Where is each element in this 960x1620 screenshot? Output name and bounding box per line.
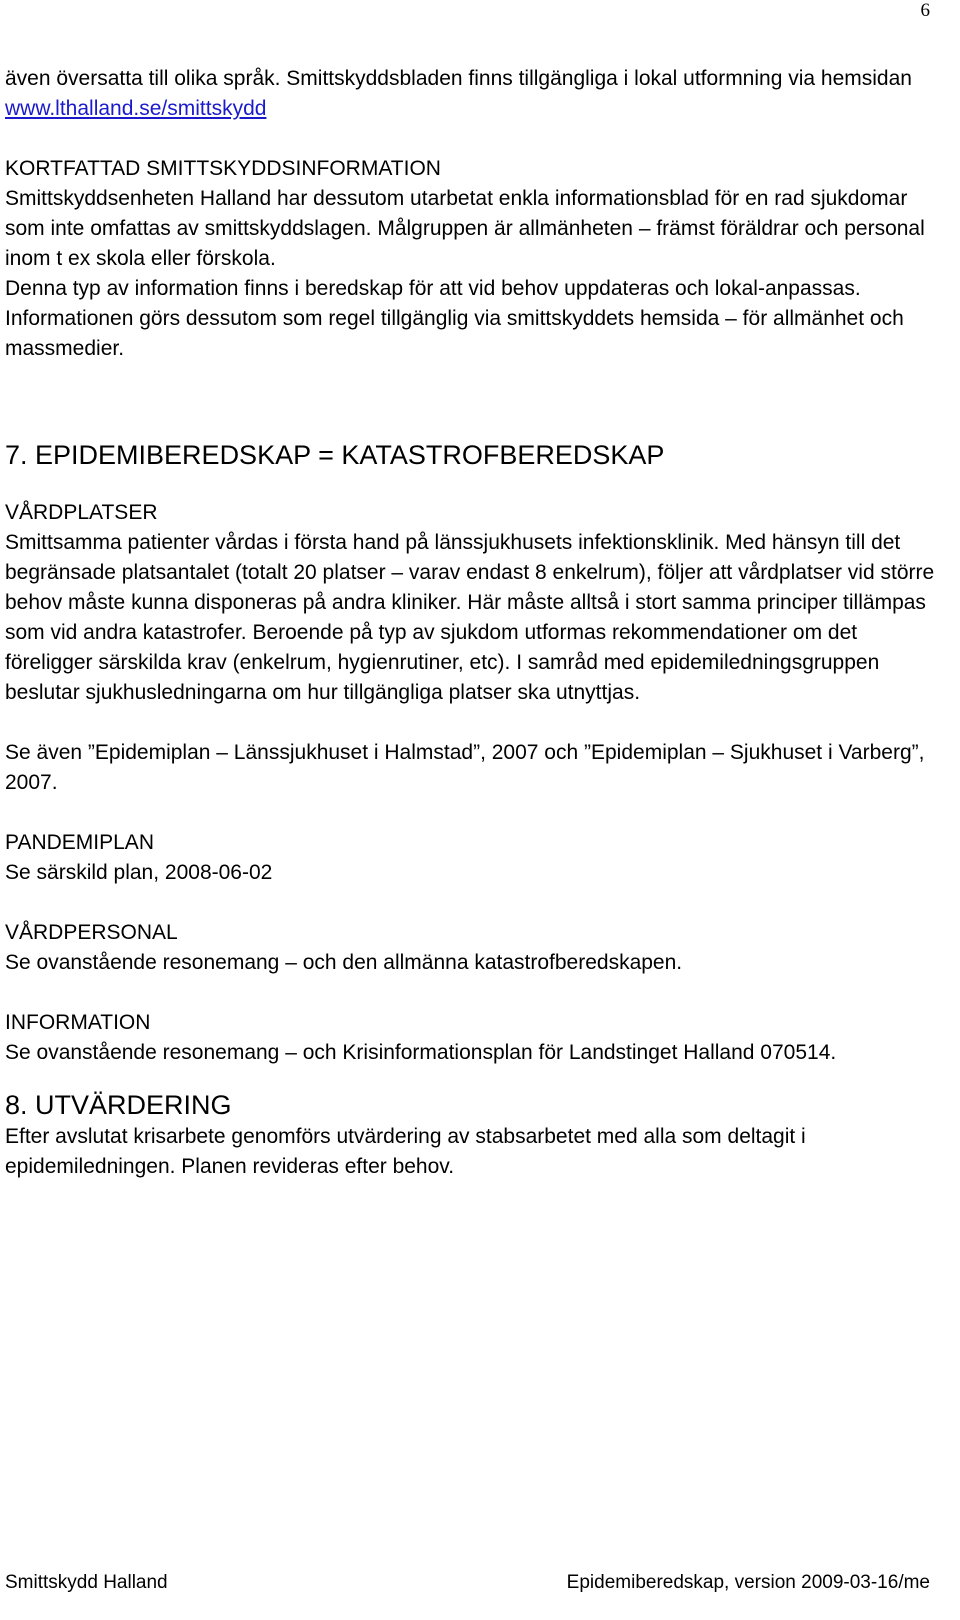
section-8-text: Efter avslutat krisarbete genomförs utvärdering av stabsarbetet med alla som deltagit i epidemiledningen. Planen revideras efter behov.: [5, 1125, 806, 1178]
vardpersonal-heading: VÅRDPERSONAL: [5, 921, 178, 944]
document-body: [5, 64, 940, 1182]
section-7-heading: 7. EPIDEMIBEREDSKAP = KATASTROFBEREDSKAP: [5, 440, 665, 470]
intro-paragraph: [5, 64, 940, 124]
vardplatser-heading: VÅRDPLATSER: [5, 501, 158, 524]
footer-right-text: Epidemiberedskap, version 2009-03-16/me: [566, 1572, 930, 1593]
information-text: Se ovanstående resonemang – och Krisinformationsplan för Landstinget Halland 070514.: [5, 1041, 837, 1064]
vardplatser-paragraph-1: Smittsamma patienter vårdas i första hand på länssjukhusets infektionsklinik. Med hänsyn till det begränsade platsantalet (totalt 20 platser – varav endast 8 enkelrum), följer att vårdplatser vid större behov måste kunna disponeras på andra kliniker. Här måste alltså i stort samma principer tillämpas som vid andra katastrofer. Beroende på typ av sjukdom utformas rekommendationer om det föreligger särskilda krav (enkelrum, hygienrutiner, etc). I samråd med epidemiledningsgruppen beslutar sjukhusledningarna om hur tillgängliga platser ska utnyttjas.: [5, 531, 935, 704]
pandemiplan-heading: PANDEMIPLAN: [5, 831, 154, 854]
section-8-heading: 8. UTVÄRDERING: [5, 1090, 232, 1120]
smittskydd-link[interactable]: www.lthalland.se/smittskydd: [5, 97, 267, 120]
kortfattad-heading: KORTFATTAD SMITTSKYDDSINFORMATION: [5, 157, 441, 180]
information-heading: INFORMATION: [5, 1011, 151, 1034]
footer-left-text: Smittskydd Halland: [5, 1572, 168, 1593]
vardplatser-paragraph-2: Se även ”Epidemiplan – Länssjukhuset i Halmstad”, 2007 och ”Epidemiplan – Sjukhuset i Varberg”, 2007.: [5, 741, 925, 794]
page-number: 6: [920, 0, 930, 21]
kortfattad-paragraph-1: Smittskyddsenheten Halland har dessutom utarbetat enkla informationsblad för en rad sjukdomar som inte omfattas av smittskyddslagen. Målgruppen är allmänheten – främst föräldrar och personal inom t ex skola eller förskola.: [5, 187, 925, 270]
vardpersonal-text: Se ovanstående resonemang – och den allmänna katastrofberedskapen.: [5, 951, 683, 974]
kortfattad-paragraph-2: Denna typ av information finns i beredskap för att vid behov uppdateras och lokal-anpassas. Informationen görs dessutom som regel tillgänglig via smittskyddets hemsida – för allmänhet och massmedier.: [5, 277, 904, 360]
pandemiplan-text: Se särskild plan, 2008-06-02: [5, 861, 273, 884]
intro-text: även översatta till olika språk. Smittskyddsbladen finns tillgängliga i lokal utformning via hemsidan: [5, 67, 912, 90]
